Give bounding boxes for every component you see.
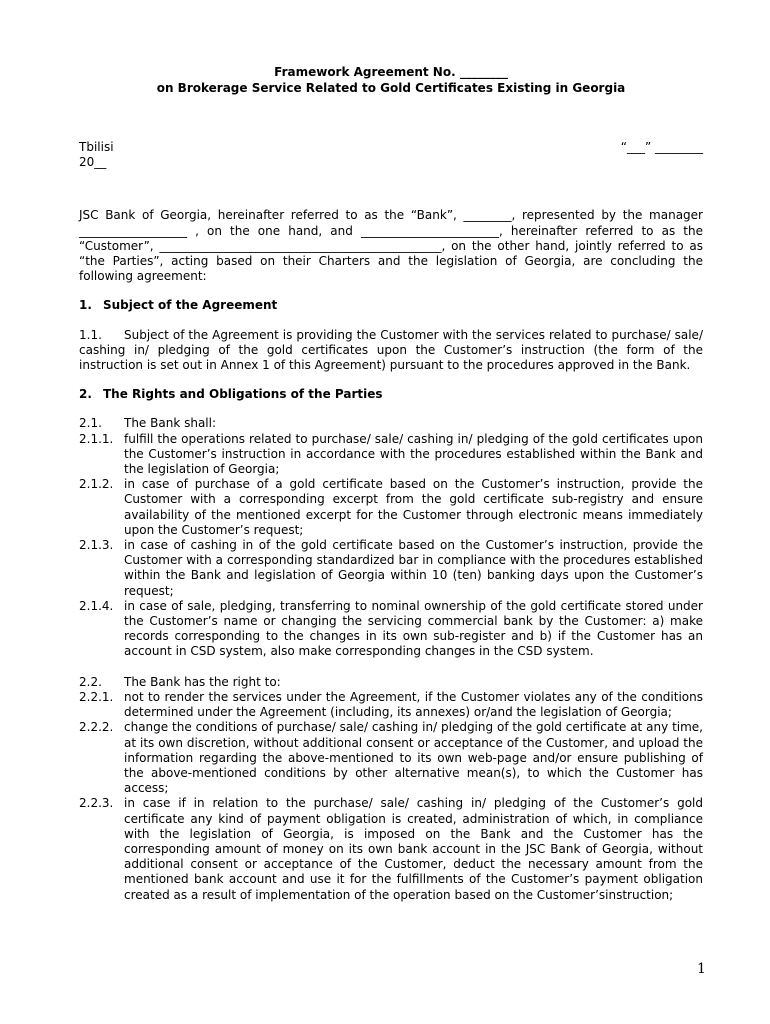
clause-number: 2.2. (79, 674, 102, 689)
year-blank: 20__ (79, 155, 107, 170)
clause-number: 2.1.4. (79, 598, 114, 613)
clause-text: Subject of the Agreement is providing the Customer with the services related to purchase/ sale/ cashing in/ pledging of the gold certificates upon the Customer’s instruction (the form of the instruction is set out in Annex 1 of this Agreement) pursuant to the procedures approved in the Bank. (79, 327, 703, 373)
clause-2-1-4 (79, 599, 703, 660)
place-date-row (79, 140, 703, 155)
date-blank: “___” ________ (620, 140, 703, 154)
clause-text: fulfill the operations related to purchase/ sale/ cashing in/ pledging of the gold certificates upon the Customer’s instruction in accordance with the procedures established within the Bank and the legislation of Georgia; (124, 431, 703, 477)
clause-text: The Bank shall: (124, 416, 217, 431)
clause-text: The Bank has the right to: (124, 674, 281, 689)
clause-number: 2.2.2. (79, 720, 114, 735)
city: Tbilisi (79, 140, 114, 154)
clause-2-1 (79, 416, 703, 431)
clause-text: in case of sale, pledging, transferring to nominal ownership of the gold certificate stored under the Customer’s name or changing the servicing commercial bank by the Customer: a) make records corresponding to the changes in its own sub-register and b) if the Customer has an account in CSD system, also make corresponding changes in the CSD system. (124, 598, 703, 659)
clause-number: 2.1.1. (79, 431, 114, 446)
agreement-title: Framework Agreement No. ________ (274, 65, 508, 79)
section-title: The Rights and Obligations of the Parties (103, 387, 383, 402)
clause-number: 2.1.3. (79, 538, 114, 553)
clause-number: 2.2.1. (79, 689, 114, 704)
clause-2-2 (79, 675, 703, 690)
clause-number: 2.2.3. (79, 796, 114, 811)
section-heading-1 (79, 298, 703, 313)
section-title: Subject of the Agreement (103, 298, 278, 313)
spacer (79, 660, 703, 675)
clause-2-2-2 (79, 720, 703, 796)
clause-text: in case of purchase of a gold certificate based on the Customer’s instruction, provide the Customer with a corresponding excerpt from the gold certificate sub-registry and ensure availability of the mentioned excerpt for the Customer through electronic means immediately upon the Customer’s request; (124, 477, 703, 537)
clause-number: 2.1.2. (79, 477, 114, 492)
clause-2-1-2 (79, 477, 703, 538)
intro-paragraph: JSC Bank of Georgia, hereinafter referred to as the “Bank”, ________, represented by the manager __________________ , on the one hand, and _______________________, hereinafter referred to as the “Customer”, _______________________________________________, on the other hand, jointly referred to as “the Parties”, acting based on their Charters and the legislation of Georgia, are concluding the following agreement: (79, 208, 703, 284)
clause-2-1-1 (79, 432, 703, 478)
clause-1-1 (79, 328, 703, 374)
clause-text: in case if in relation to the purchase/ sale/ cashing in/ pledging of the Customer’s gold certificate any kind of payment obligation is created, administration of which, in compliance with the legislation of Georgia, is imposed on the Bank and the Customer has the corresponding amount of money on its own bank account in the JSC Bank of Georgia, without additional consent or acceptance of the Customer, deduct the necessary amount from the mentioned bank account and use it for the fulfillments of the Customer’s payment obligation created as a result of implementation of the operation based on the Customer’sinstruction; (124, 796, 703, 902)
clause-2-1-3 (79, 538, 703, 599)
agreement-subtitle: on Brokerage Service Related to Gold Certificates Existing in Georgia (156, 81, 626, 95)
clause-2-2-3 (79, 796, 703, 902)
clause-number: 1.1. (79, 327, 102, 342)
section-heading-2 (79, 387, 703, 402)
clause-text: in case of cashing in of the gold certificate based on the Customer’s instruction, provide the Customer with a corresponding standardized bar in compliance with the procedures established within the Bank and legislation of Georgia within 10 (ten) banking days upon the Customer’s request; (124, 538, 703, 598)
clause-text: not to render the services under the Agreement, if the Customer violates any of the conditions determined under the Agreement (including, its annexes) or/and the legislation of Georgia; (124, 689, 703, 720)
clause-2-2-1 (79, 690, 703, 720)
section-number: 2. (79, 387, 92, 402)
document-page (79, 64, 703, 903)
clause-text: change the conditions of purchase/ sale/ cashing in/ pledging of the gold certificate at any time, at its own discretion, without additional consent or acceptance of the Customer, and upload the information regarding the above-mentioned to its own web-page and/or ensure publishing of the above-mentioned conditions by other alternative mean(s), to which the Customer has access; (124, 720, 703, 796)
page-number: 1 (697, 961, 706, 977)
clause-number: 2.1. (79, 416, 102, 431)
section-number: 1. (79, 298, 92, 313)
